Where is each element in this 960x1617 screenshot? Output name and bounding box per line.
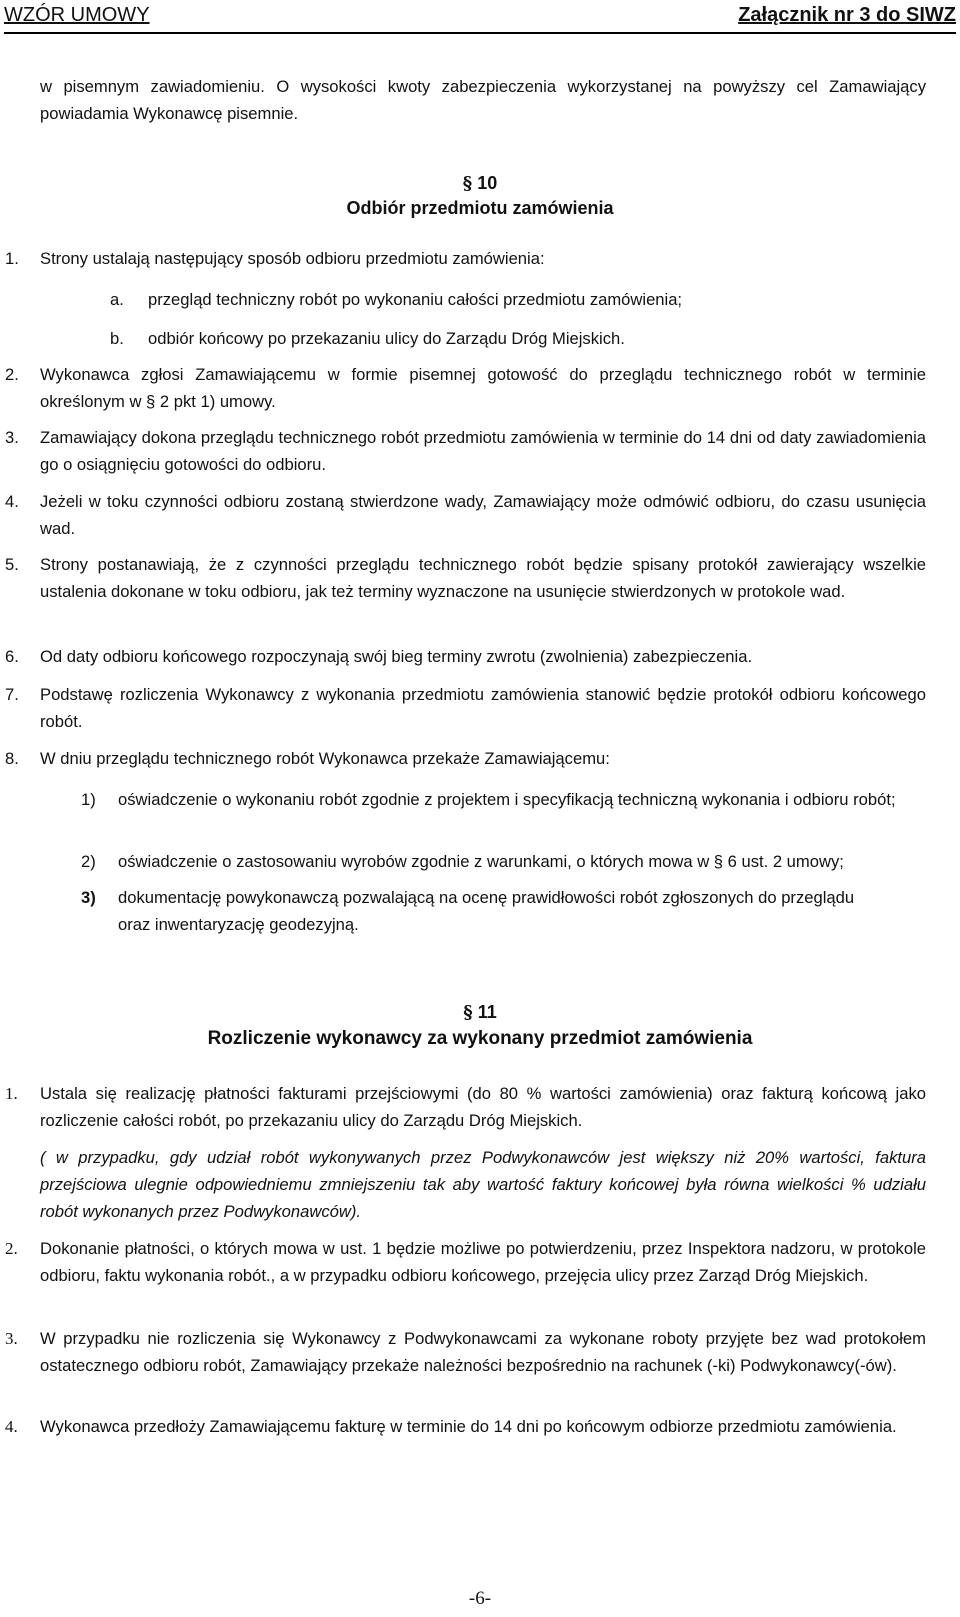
- list-item-text: Strony ustalają następujący sposób odbioru przedmiotu zamówienia:: [40, 249, 545, 268]
- list-item-number: 7.: [5, 685, 19, 704]
- list-item-number: 2.: [5, 365, 19, 384]
- sublist-item-number: 1): [81, 790, 96, 809]
- list-item-text: Jeżeli w toku czynności odbioru zostaną stwierdzone wady, Zamawiający może odmówić odbioru, do czasu usunięcia wad.: [40, 492, 926, 538]
- sublist-item-text: odbiór końcowy po przekazaniu ulicy do Zarządu Dróg Miejskich.: [148, 329, 625, 348]
- section-10-number: § 10: [462, 173, 498, 194]
- list-item-number: 3.: [5, 1329, 18, 1348]
- sublist-item-text: oświadczenie o zastosowaniu wyrobów zgodnie z warunkami, o których mowa w § 6 ust. 2 umowy;: [118, 852, 844, 871]
- list-item-number: 1.: [5, 1084, 18, 1103]
- list-item-text: Wykonawca zgłosi Zamawiającemu w formie pisemnej gotowość do przeglądu technicznego robót w terminie określonym w § 2 pkt 1) umowy.: [40, 365, 926, 411]
- list-item-number: 3.: [5, 428, 19, 447]
- list-item-text: Zamawiający dokona przeglądu technicznego robót przedmiotu zamówienia w terminie do 14 dni od daty zawiadomienia go o osiągnięciu gotowości do odbioru.: [40, 428, 926, 474]
- list-item-number: 1.: [5, 249, 19, 268]
- sublist-item-number: b.: [110, 329, 124, 348]
- sublist-item-number: 2): [81, 852, 96, 871]
- list-item-number: 4.: [5, 1417, 18, 1436]
- list-item-number: 2.: [5, 1239, 18, 1258]
- sublist-item-number: a.: [110, 290, 124, 309]
- header-right-title: Załącznik nr 3 do SIWZ: [738, 4, 956, 26]
- section-11-number: § 11: [463, 1002, 497, 1023]
- list-item-number: 4.: [5, 492, 19, 511]
- section-10-title: Odbiór przedmiotu zamówienia: [346, 198, 614, 218]
- list-item-number: 6.: [5, 647, 19, 666]
- list-item-text: Podstawę rozliczenia Wykonawcy z wykonania przedmiotu zamówienia stanowić będzie protokół odbioru końcowego robót.: [40, 685, 926, 731]
- page-number: -6-: [468, 1588, 492, 1609]
- list-item-text: Wykonawca przedłoży Zamawiającemu fakturę w terminie do 14 dni po końcowym odbiorze przedmiotu zamówienia.: [40, 1417, 897, 1436]
- list-item-text: Dokonanie płatności, o których mowa w ust. 1 będzie możliwe po potwierdzeniu, przez Inspektora nadzoru, w protokole odbioru, faktu wykonania robót., a w przypadku odbioru końcowego, przejęcia ulicy przez Zarząd Dróg Miejskich.: [40, 1239, 926, 1285]
- sublist-item-number: 3): [81, 888, 96, 907]
- sublist-item-text: dokumentację powykonawczą pozwalającą na ocenę prawidłowości robót zgłoszonych do przeglądu oraz inwentaryzację geodezyjną.: [118, 888, 855, 934]
- page-header: [4, 2, 956, 34]
- sublist-item-text: oświadczenie o wykonaniu robót zgodnie z projektem i specyfikacją techniczną wykonania i odbioru robót;: [118, 790, 896, 809]
- list-item-text: W przypadku nie rozliczenia się Wykonawcy z Podwykonawcami za wykonane roboty przyjęte bez wad protokołem ostatecznego odbioru robót, Zamawiający przekaże należności bezpośrednio na rachunek (-ki) Podwykonawcy(-ów).: [40, 1329, 926, 1375]
- list-item-text: Strony postanawiają, że z czynności przeglądu technicznego robót będzie spisany protokół zawierający wszelkie ustalenia dokonane w toku odbioru, jak też terminy wyznaczone na usunięcie stwierdzonych w protokole wad.: [40, 555, 926, 601]
- section-11-title: Rozliczenie wykonawcy za wykonany przedmiot zamówienia: [207, 1028, 753, 1049]
- sublist-item-text: przegląd techniczny robót po wykonaniu całości przedmiotu zamówienia;: [148, 290, 683, 309]
- intro-paragraph: w pisemnym zawiadomieniu. O wysokości kwoty zabezpieczenia wykorzystanej na powyższy cel Zamawiający powiadamia Wykonawcę pisemnie.: [40, 77, 926, 123]
- list-item-text: Od daty odbioru końcowego rozpoczynają swój bieg terminy zwrotu (zwolnienia) zabezpieczenia.: [40, 647, 753, 666]
- list-item-number: 5.: [5, 555, 19, 574]
- note-paragraph: ( w przypadku, gdy udział robót wykonywanych przez Podwykonawców jest większy niż 20% wartości, faktura przejściowa ulegnie odpowiedniemu zmniejszeniu tak aby wartość faktury końcowej była równa wielkości % udziału robót wykonanych przez Podwykonawców).: [40, 1148, 926, 1221]
- list-item-text: Ustala się realizację płatności fakturami przejściowymi (do 80 % wartości zamówienia) oraz fakturą końcową jako rozliczenie całości robót, po przekazaniu ulicy do Zarządu Dróg Miejskich.: [40, 1084, 926, 1130]
- list-item-text: W dniu przeglądu technicznego robót Wykonawca przekaże Zamawiającemu:: [40, 749, 610, 768]
- list-item-number: 8.: [5, 749, 19, 768]
- header-left-title: WZÓR UMOWY: [4, 4, 150, 26]
